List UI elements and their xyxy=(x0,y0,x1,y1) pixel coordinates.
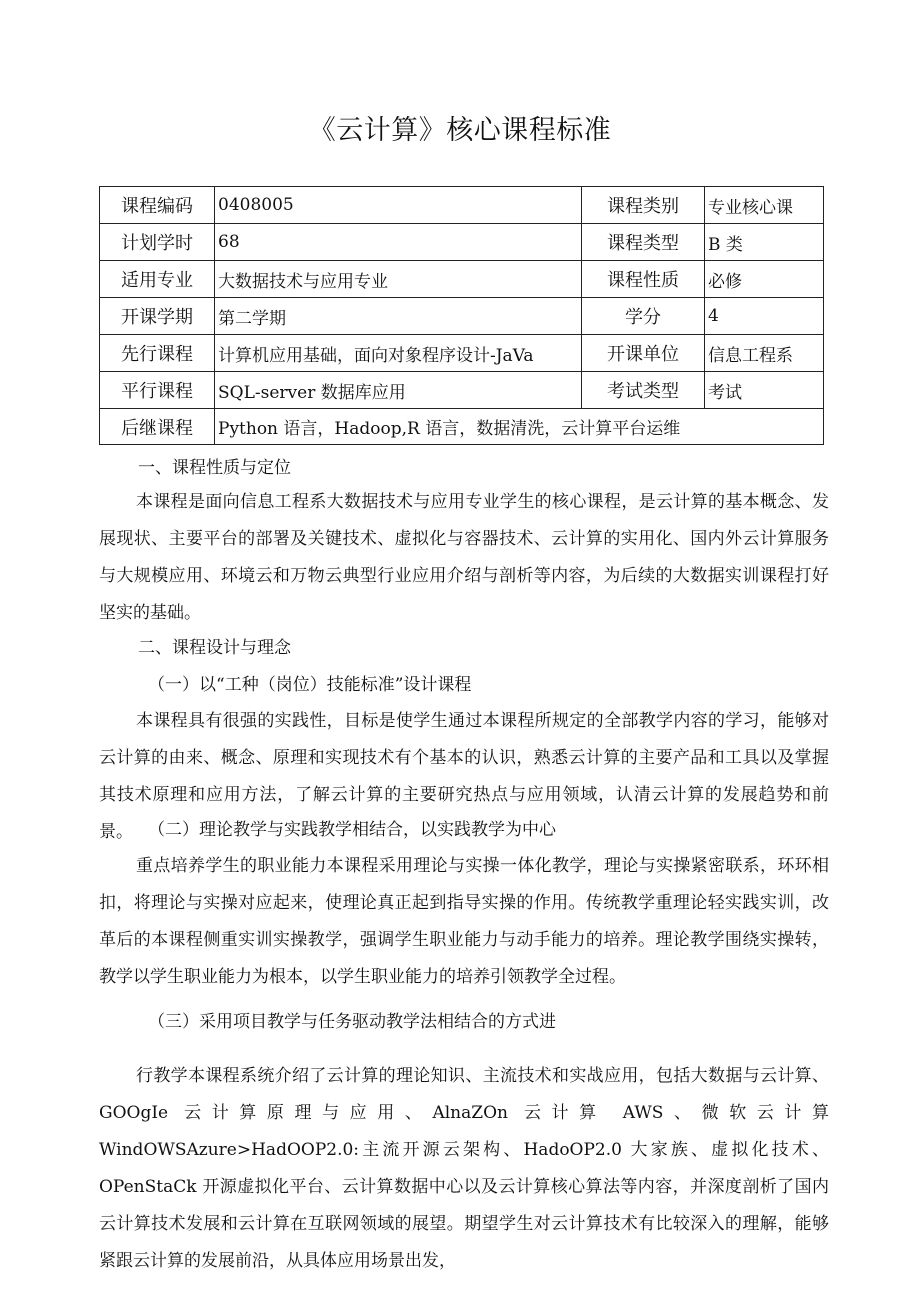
section-heading-1: 一、课程性质与定位 xyxy=(138,458,291,478)
subsection-heading-2: （二）理论教学与实践教学相结合，以实践教学为中心 xyxy=(148,820,556,840)
table-value: 必修 xyxy=(705,261,824,298)
subsection-paragraph-3: 行教学本课程系统介绍了云计算的理论知识、主流技术和实战应用，包括大数据与云计算、GOOgIe 云计算原理与应用、AlnaZOn 云计算 AWS、微软云计算 WindOWSAzure>HadOOP2.0:主流开源云架构、HadoOP2.0 大家族、虚拟化技术、OPenStaCk 开源虚拟化平台、云计算数据中心以及云计算核心算法等内容，并深度剖析了国内云计算技术发展和云计算在互联网领域的展望。期望学生对云计算技术有比较深入的理解，能够紧跟云计算的发展前沿，从具体应用场景出发， xyxy=(99,1066,829,1271)
table-row xyxy=(100,261,824,298)
section-heading-2: 二、课程设计与理念 xyxy=(138,638,291,658)
table-value: 0408005 xyxy=(215,187,582,224)
table-value: 4 xyxy=(705,298,824,335)
table-value: SQL-server 数据库应用 xyxy=(215,372,582,409)
table-label: 课程类别 xyxy=(582,187,705,224)
table-value: 68 xyxy=(215,224,582,261)
table-value: Python 语言，Hadoop,R 语言，数据清洗，云计算平台运维 xyxy=(215,409,824,445)
table-value: B 类 xyxy=(705,224,824,261)
table-value: 第二学期 xyxy=(215,298,582,335)
course-info-table xyxy=(99,186,824,445)
table-label: 开课学期 xyxy=(100,298,215,335)
table-value: 计算机应用基础，面向对象程序设计-JaVa xyxy=(215,335,582,372)
table-value: 考试 xyxy=(705,372,824,409)
subsection-paragraph-2: 重点培养学生的职业能力本课程采用理论与实操一体化教学，理论与实操紧密联系，环环相扣，将理论与实操对应起来，使理论真正起到指导实操的作用。传统教学重理论轻实践实训，改革后的本课程侧重实训实操教学，强调学生职业能力与动手能力的培养。理论教学围绕实操转，教学以学生职业能力为根本，以学生职业能力的培养引领教学全过程。 xyxy=(99,856,829,987)
table-value: 大数据技术与应用专业 xyxy=(215,261,582,298)
table-label: 开课单位 xyxy=(582,335,705,372)
subsection-heading-1: （一）以“工种（岗位）技能标准”设计课程 xyxy=(148,675,472,695)
table-label: 平行课程 xyxy=(100,372,215,409)
table-label: 后继课程 xyxy=(100,409,215,445)
table-label: 学分 xyxy=(582,298,705,335)
table-label: 课程编码 xyxy=(100,187,215,224)
table-label: 先行课程 xyxy=(100,335,215,372)
table-label: 课程性质 xyxy=(582,261,705,298)
table-value: 信息工程系 xyxy=(705,335,824,372)
table-label: 课程类型 xyxy=(582,224,705,261)
table-value: 专业核心课 xyxy=(705,187,824,224)
table-row xyxy=(100,372,824,409)
table-row xyxy=(100,335,824,372)
subsection-paragraph-1: 本课程具有很强的实践性，目标是使学生通过本课程所规定的全部教学内容的学习，能够对云计算的由来、概念、原理和实现技术有个基本的认识，熟悉云计算的主要产品和工具以及掌握其技术原理和应用方法，了解云计算的主要研究热点与应用领域，认清云计算的发展趋势和前景。 xyxy=(99,711,829,842)
subsection-heading-3: （三）采用项目教学与任务驱动教学法相结合的方式进 xyxy=(148,1012,556,1032)
table-row xyxy=(100,298,824,335)
table-label: 考试类型 xyxy=(582,372,705,409)
table-label: 计划学时 xyxy=(100,224,215,261)
table-row xyxy=(100,224,824,261)
document-title: 《云计算》核心课程标准 xyxy=(308,115,612,146)
table-row xyxy=(100,187,824,224)
table-label: 适用专业 xyxy=(100,261,215,298)
table-row xyxy=(100,409,824,445)
section-paragraph-1: 本课程是面向信息工程系大数据技术与应用专业学生的核心课程，是云计算的基本概念、发展现状、主要平台的部署及关键技术、虚拟化与容器技术、云计算的实用化、国内外云计算服务与大规模应用、环境云和万物云典型行业应用介绍与剖析等内容，为后续的大数据实训课程打好坚实的基础。 xyxy=(99,492,829,623)
